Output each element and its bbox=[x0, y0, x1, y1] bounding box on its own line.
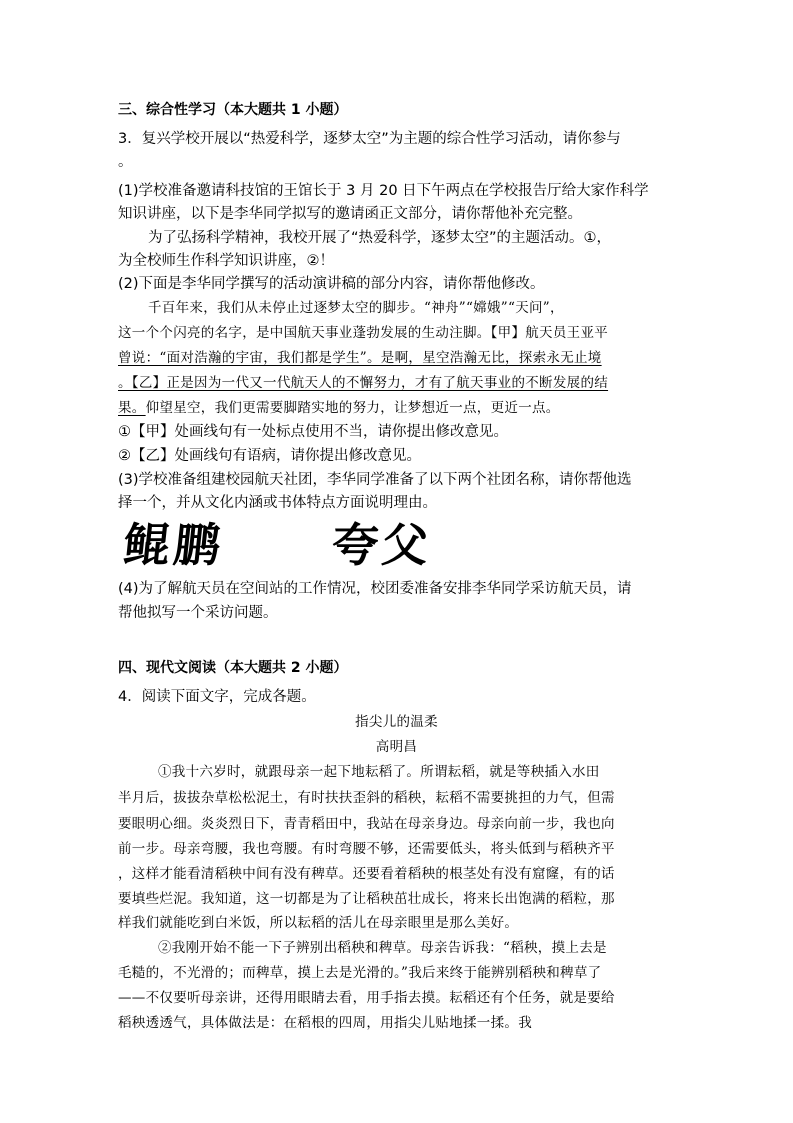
part3-text: (3)学校准备组建校园航天社团，李华同学准备了以下两个社团名称，请你帮他选 bbox=[118, 472, 632, 488]
part2-text: (2)下面是李华同学撰写的活动演讲稿的部分内容，请你帮他修改。 bbox=[118, 276, 545, 292]
part4-text: (4)为了解航天员在空间站的工作情况，校团委准备安排李华同学采访航天员，请 bbox=[118, 581, 632, 597]
speech-yi-underlined-end: 果。 bbox=[118, 400, 146, 416]
passage-line: 稻秧透透气，具体做法是：在稻根的四周，用指尖儿贴地揉一揉。我 bbox=[118, 1015, 532, 1031]
question3-text: 3．复兴学校开展以“热爱科学，逐梦太空”为主题的综合性学习活动，请你参与 bbox=[118, 131, 621, 147]
passage-line: 样我们就能吃到白米饭，所以耘稻的活儿在母亲眼里是那么美好。 bbox=[118, 915, 519, 931]
speech-line: 千百年来，我们从未停止过逐梦太空的脚步。“神舟”“嫦娥”“天问”， bbox=[148, 300, 564, 316]
part4-text-cont: 帮他拟写一个采访问题。 bbox=[118, 605, 278, 621]
passage-line: ——不仅要听母亲讲，还得用眼睛去看，用手指去摸。耘稻还有个任务，就是要给 bbox=[118, 990, 615, 1006]
question4-text: 4．阅读下面文字，完成各题。 bbox=[118, 689, 316, 705]
passage-title: 指尖儿的温柔 bbox=[355, 714, 438, 730]
section3-heading: 三、综合性学习（本大题共 1 小题） bbox=[118, 102, 348, 118]
passage-line: 半月后，拔拔杂草松松泥土，有时扶扶歪斜的稻秧，耘稻不需要挑担的力气，但需 bbox=[118, 790, 615, 806]
question-yi: ②【乙】处画线句有语病，请你提出修改意见。 bbox=[118, 448, 421, 464]
passage-line: ①我十六岁时，就跟母亲一起下地耘稻了。所谓耘稻，就是等秧插入水田 bbox=[158, 764, 600, 780]
passage-line: 毛糙的，不光滑的；而稗草，摸上去是光滑的。”我后来终于能辨别稻秧和稗草了 bbox=[118, 965, 602, 981]
section4-heading: 四、现代文阅读（本大题共 2 小题） bbox=[118, 660, 348, 676]
invitation-body-cont: 为全校师生作科学知识讲座，②！ bbox=[118, 253, 334, 269]
part3-text-cont: 择一个，并从文化内涵或书体特点方面说明理由。 bbox=[118, 495, 437, 511]
speech-line-yi-underlined: 。【乙】正是因为一代又一代航天人的不懈努力，才有了航天事业的不断发展的结 bbox=[118, 375, 609, 391]
part1-text-cont: 知识讲座，以下是李华同学拟写的邀请函正文部分，请你帮他补充完整。 bbox=[118, 206, 582, 222]
question3-text-cont: 。 bbox=[118, 154, 133, 170]
club-name-kuafu: 夸父 bbox=[329, 518, 435, 572]
passage-line: 要眼明心细。炎炎烈日下，青青稻田中，我站在母亲身边。母亲向前一步，我也向 bbox=[118, 816, 615, 832]
passage-line: ，这样才能看清稻秧中间有没有稗草。还要看着稻秧的根茎处有没有窟窿，有的话 bbox=[118, 866, 615, 882]
passage-line: 要填些烂泥。我知道，这一切都是为了让稻秧茁壮成长，将来长出饱满的稻粒，那 bbox=[118, 891, 615, 907]
passage-author: 高明昌 bbox=[375, 739, 418, 755]
speech-line-jia-underlined: 曾说：“面对浩瀚的宇宙，我们都是学生”。是啊，星空浩瀚无比，探索永无止境 bbox=[118, 350, 602, 366]
passage-line: 前一步。母亲弯腰，我也弯腰。有时弯腰不够，还需要低头，将头低到与稻秧齐平 bbox=[118, 841, 615, 857]
part1-text: (1)学校准备邀请科技馆的王馆长于 3 月 20 日下午两点在学校报告厅给大家作科学 bbox=[118, 183, 649, 199]
passage-line: ②我刚开始不能一下子辨别出稻秧和稗草。母亲告诉我：“稻秧，摸上去是 bbox=[158, 940, 607, 956]
invitation-body: 为了弘扬科学精神，我校开展了“热爱科学，逐梦太空”的主题活动。①， bbox=[148, 230, 612, 246]
speech-line: 果。仰望星空，我们更需要脚踏实地的努力，让梦想近一点，更近一点。 bbox=[118, 400, 560, 416]
speech-line: 这一个个闪亮的名字，是中国航天事业蓬勃发展的生动注脚。【甲】航天员王亚平 bbox=[118, 325, 609, 341]
club-name-kunpeng: 鲲鹏 bbox=[121, 518, 227, 572]
question-jia: ①【甲】处画线句有一处标点使用不当，请你提出修改意见。 bbox=[118, 424, 508, 440]
